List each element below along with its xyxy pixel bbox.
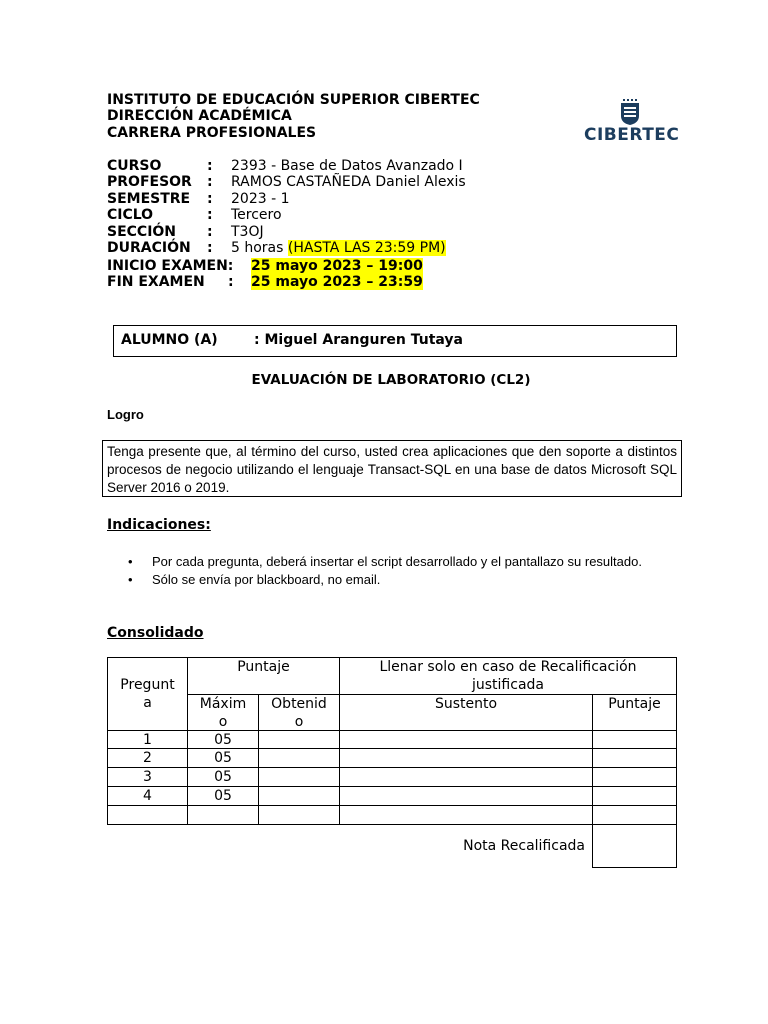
institution-name: INSTITUTO DE EDUCACIÓN SUPERIOR CIBERTEC [107, 92, 480, 108]
bullet-icon: • [128, 554, 133, 569]
list-item: • Por cada pregunta, deberá insertar el script desarrollado y el pantallazo su resultado. [128, 554, 642, 569]
exam-start-row [107, 258, 423, 274]
header-question: Pregunt a [120, 677, 175, 711]
exam-end-row [107, 274, 423, 290]
consolidado-table [107, 657, 677, 868]
info-value-text: 5 horas [231, 240, 288, 256]
info-value [231, 191, 290, 207]
exam-end-label: FIN EXAMEN [107, 274, 205, 290]
header-obtained: Obtenid o [271, 696, 327, 730]
career-name: CARRERA PROFESIONALES [107, 125, 317, 141]
info-value [231, 174, 466, 190]
info-colon: : [207, 174, 213, 190]
question-cell: 3 [143, 768, 152, 785]
exam-title: EVALUACIÓN DE LABORATORIO (CL2) [251, 372, 531, 388]
header-sustento: Sustento [434, 696, 498, 712]
shield-icon [580, 96, 680, 126]
header-recalification: Llenar solo en caso de Recalificación justificada [379, 659, 637, 693]
list-item: • Sólo se envía por blackboard, no email. [128, 572, 381, 587]
bullet-icon: • [128, 572, 133, 587]
info-label: CURSO [107, 158, 162, 174]
logro-box: Tenga presente que, al término del curso, usted crea aplicaciones que den soporte a distintos procesos de negocio utilizando el lenguaje Transact-SQL en una base de datos Microsoft SQL Server 2016 o 2019. [102, 440, 682, 497]
exam-end-colon: : [228, 274, 234, 290]
info-value-text: T3OJ [231, 224, 264, 240]
exam-start-value: 25 mayo 2023 – 19:00 [251, 258, 423, 274]
header-score: Puntaje [237, 659, 290, 675]
info-value-text: 2023 - 1 [231, 191, 290, 207]
info-value [231, 158, 463, 174]
info-label: CICLO [107, 207, 154, 223]
info-label: SEMESTRE [107, 191, 191, 207]
indications-heading: Indicaciones: [107, 517, 211, 533]
header-max: Máxim o [199, 696, 247, 730]
indications-list [128, 553, 642, 589]
cibertec-logo [580, 96, 680, 148]
exam-end-value: 25 mayo 2023 – 23:59 [251, 274, 423, 290]
final-grade-label: Nota Recalificada [463, 838, 585, 854]
info-colon: : [207, 240, 213, 256]
academic-direction: DIRECCIÓN ACADÉMICA [107, 108, 292, 124]
question-cell: 4 [143, 787, 152, 804]
header-recal-score: Puntaje [608, 696, 661, 712]
logo-text: CIBERTEC [584, 125, 680, 145]
info-value [231, 240, 446, 256]
info-label: DURACIÓN [107, 240, 191, 256]
info-value-text: Tercero [231, 207, 282, 223]
info-label: PROFESOR [107, 174, 192, 190]
consolidado-heading: Consolidado [107, 625, 204, 641]
info-value [231, 207, 282, 223]
question-cell: 2 [143, 749, 152, 766]
logro-heading: Logro [107, 407, 144, 422]
info-colon: : [207, 207, 213, 223]
info-label: SECCIÓN [107, 224, 177, 240]
exam-start-label: INICIO EXAMEN: [107, 258, 234, 274]
info-colon: : [207, 158, 213, 174]
student-label: ALUMNO (A) [121, 332, 218, 348]
info-value-text: RAMOS CASTAÑEDA Daniel Alexis [231, 174, 466, 190]
max-score-cell: 05 [214, 731, 232, 748]
info-value [231, 224, 264, 240]
student-box [113, 325, 677, 357]
info-colon: : [207, 224, 213, 240]
max-score-cell: 05 [214, 749, 232, 766]
max-score-cell: 05 [214, 768, 232, 785]
info-colon: : [207, 191, 213, 207]
info-value-text: 2393 - Base de Datos Avanzado I [231, 158, 463, 174]
question-cell: 1 [143, 731, 152, 748]
info-value-highlight: (HASTA LAS 23:59 PM) [287, 240, 446, 256]
student-name: : Miguel Aranguren Tutaya [254, 332, 464, 348]
max-score-cell: 05 [214, 787, 232, 804]
